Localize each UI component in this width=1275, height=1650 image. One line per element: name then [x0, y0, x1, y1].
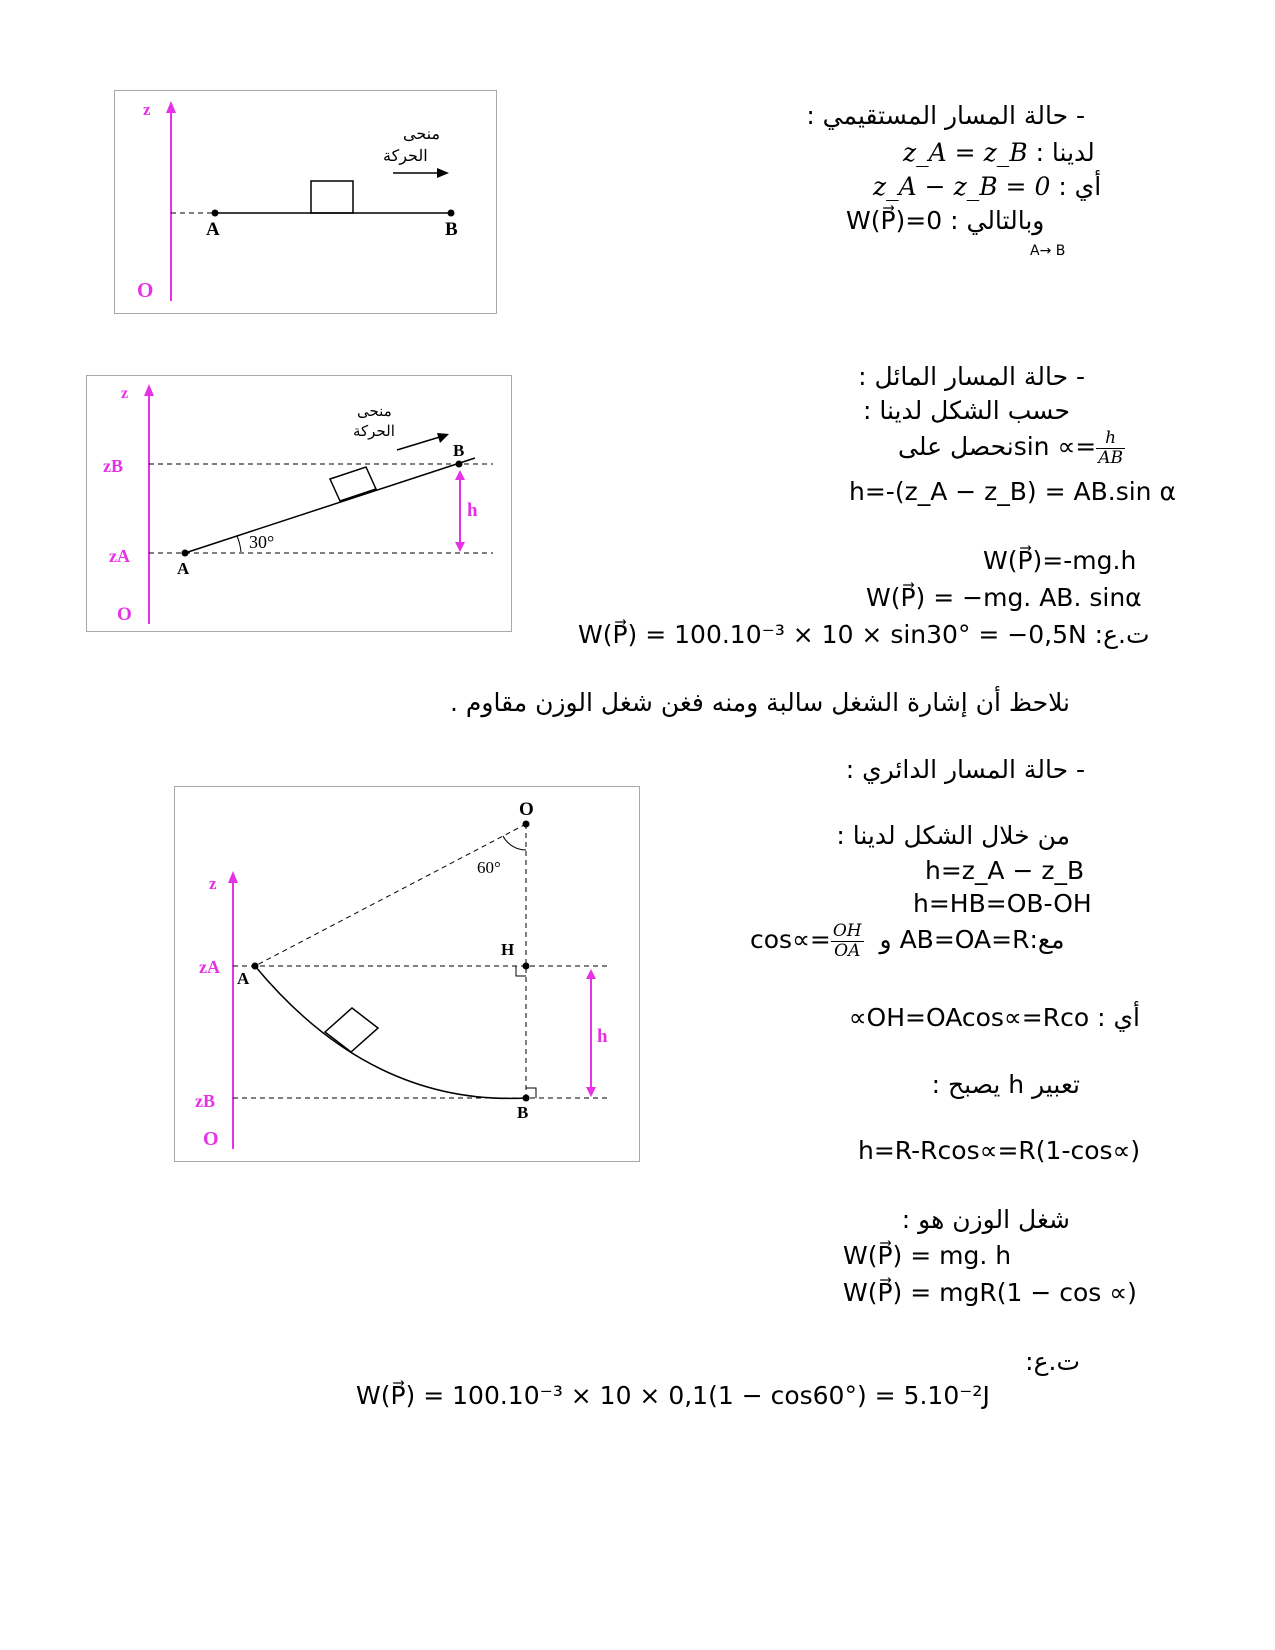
section3-line12: W(P⃗) = 100.10⁻³ × 10 × 0,1(1 − cos60°) = 5.10⁻²J: [356, 1381, 990, 1410]
incline-line: [185, 458, 475, 553]
motion-direction-label-1: منحى: [403, 126, 441, 143]
block: [311, 181, 353, 213]
height-arrow-down-icon: [586, 1087, 596, 1097]
section1-line1: [903, 138, 1095, 168]
fraction-numerator: OH: [832, 920, 862, 941]
motion-direction-line: [397, 436, 443, 450]
section2-line2: [898, 425, 1125, 469]
z-axis-arrow-icon: [166, 101, 176, 113]
z-axis-label: z: [121, 385, 129, 402]
section2-line6: [578, 620, 1150, 650]
figure-straight-path: [114, 90, 497, 314]
height-label: h: [467, 500, 478, 521]
motion-direction-label-2: الحركة: [353, 424, 395, 440]
point-b-label: B: [445, 219, 458, 240]
section1-line2-eq: z_A − z_B = 0: [873, 172, 1051, 201]
section1-line3: [846, 206, 1044, 236]
block: [330, 467, 376, 501]
radius-oa: [255, 824, 526, 966]
section3-line2: h=z_A − z_B: [925, 856, 1085, 885]
fraction-denominator: OA: [834, 940, 861, 961]
point-a: [212, 210, 219, 217]
section1-line3-eq: W(P⃗)=0: [846, 206, 943, 235]
section2-note: نلاحظ أن إشارة الشغل سالبة ومنه فغن شغل الوزن مقاوم .: [450, 688, 1070, 717]
section3-line4-fraction: [831, 922, 864, 961]
point-h-label: H: [501, 940, 515, 959]
section2-line3: h=-(z_A − z_B) = AB.sin α: [849, 477, 1176, 506]
fraction-numerator: h: [1096, 429, 1125, 449]
z-axis-label: z: [143, 100, 151, 119]
height-label: h: [597, 1026, 608, 1047]
section3-heading: - حالة المسار الدائري :: [845, 755, 1085, 784]
section3-line8: شغل الوزن هو :: [901, 1205, 1070, 1234]
angle-arc: [237, 536, 241, 552]
point-a-label: A: [206, 219, 220, 240]
section2-line1: حسب الشكل لدينا :: [862, 396, 1070, 425]
point-o: [523, 821, 530, 828]
figure-straight-path-svg: [115, 91, 496, 313]
point-a: [252, 963, 259, 970]
figure-inclined-path-svg: [87, 376, 511, 631]
section3-line10: W(P⃗) = mgR(1 − cos ∝): [843, 1278, 1137, 1307]
z-axis-label: z: [209, 874, 217, 893]
section1-line1-label: لدينا :: [1035, 138, 1095, 167]
motion-direction-label-2: الحركة: [383, 148, 428, 165]
section1-line2: [873, 172, 1101, 202]
section1-line3-label: وبالتالي :: [950, 206, 1045, 235]
height-arrow-up-icon: [586, 969, 596, 979]
point-h: [523, 963, 530, 970]
figure-inclined-path: [86, 375, 512, 632]
section3-line4: [750, 917, 1065, 963]
point-a: [182, 550, 189, 557]
z-axis-arrow-icon: [144, 384, 154, 396]
section2-line6-eq: W(P⃗) = 100.10⁻³ × 10 × sin30° = −0,5N: [578, 620, 1087, 649]
fraction-denominator: AB: [1098, 447, 1124, 468]
section3-line5: أي : OH=OAcos∝=Rco∝: [848, 1003, 1140, 1032]
point-b: [448, 210, 455, 217]
angle-label: 30°: [249, 532, 275, 552]
section3-line4-cos: cos∝=: [750, 925, 831, 954]
section1-line2-label: أي :: [1058, 172, 1102, 201]
section2-line2-label: نحصل على: [898, 432, 1014, 461]
section3-line3: h=HB=OB-OH: [913, 889, 1092, 918]
angle-arc: [503, 836, 526, 850]
za-label: zA: [199, 957, 220, 977]
section3-line7: h=R-Rcos∝=R(1-cos∝): [858, 1136, 1141, 1165]
figure-circular-path-svg: [175, 787, 639, 1161]
point-b-label: B: [517, 1103, 529, 1122]
zb-label: zB: [103, 456, 123, 476]
point-a-label: A: [177, 559, 190, 578]
block: [325, 1008, 378, 1052]
section3-line1: من خلال الشكل لدينا :: [836, 821, 1070, 850]
section3-line11-label: ت.ع:: [1025, 1347, 1080, 1376]
section3-line9: W(P⃗) = mg. h: [843, 1241, 1012, 1270]
section2-line6-label: ت.ع:: [1094, 620, 1150, 649]
height-arrow-up-icon: [455, 470, 465, 480]
angle-label: 60°: [477, 858, 501, 877]
origin-axis-label: O: [203, 1128, 219, 1150]
circular-arc-path: [255, 966, 526, 1098]
origin-label: O: [137, 278, 154, 302]
point-b: [523, 1095, 530, 1102]
section1-line3-sub: A→ B: [1030, 243, 1066, 259]
zb-label: zB: [195, 1091, 215, 1111]
za-label: zA: [109, 546, 130, 566]
section2-heading: - حالة المسار المائل :: [858, 362, 1085, 391]
point-o-label: O: [519, 799, 534, 820]
section2-line5: W(P⃗) = −mg. AB. sinα: [866, 583, 1142, 612]
section3-line4-label: مع:AB=OA=R و: [879, 925, 1065, 954]
z-axis-arrow-icon: [228, 871, 238, 883]
section1-heading: - حالة المسار المستقيمي :: [806, 101, 1085, 130]
section2-line4: W(P⃗)=-mg.h: [983, 546, 1137, 575]
height-arrow-down-icon: [455, 542, 465, 552]
motion-direction-label-1: منحى: [357, 404, 392, 420]
section2-line2-sin: sin ∝=: [1013, 432, 1097, 461]
section3-line6: تعبير h يصبح :: [931, 1070, 1080, 1099]
point-b: [456, 461, 463, 468]
section1-line1-eq: z_A = z_B: [903, 138, 1028, 167]
figure-circular-path: [174, 786, 640, 1162]
motion-arrow-icon: [437, 433, 449, 443]
point-a-label: A: [237, 969, 250, 988]
section2-line2-fraction: [1096, 429, 1125, 468]
point-b-label: B: [453, 441, 465, 460]
motion-arrow-icon: [437, 168, 449, 178]
origin-label: O: [117, 604, 132, 625]
